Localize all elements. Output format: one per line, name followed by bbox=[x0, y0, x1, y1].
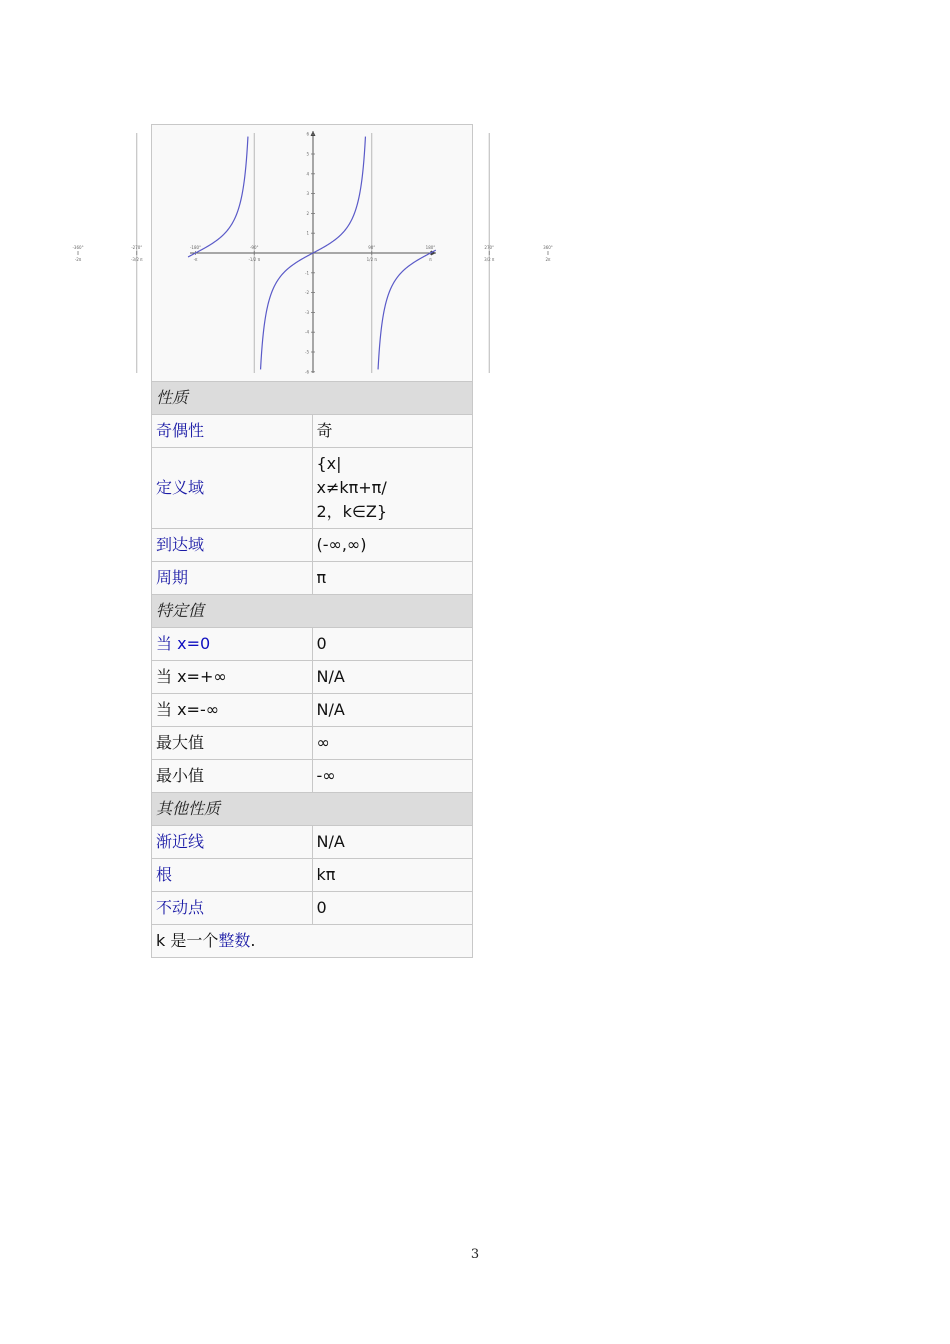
x-tick-label-rad: π bbox=[429, 257, 432, 262]
y-tick-label: -4 bbox=[305, 329, 309, 335]
table-row bbox=[152, 892, 472, 925]
x-tick-label-rad: -1/2 π bbox=[248, 257, 261, 262]
tangent-graph-svg bbox=[72, 125, 553, 381]
root-link[interactable]: 根 bbox=[156, 865, 173, 884]
section-row bbox=[152, 382, 472, 415]
x-tick-label-deg: 360° bbox=[543, 245, 553, 250]
domain-link[interactable]: 定义域 bbox=[156, 478, 205, 497]
max-value: ∞ bbox=[312, 727, 472, 760]
domain-value-line: {x| bbox=[316, 454, 342, 473]
footnote bbox=[152, 925, 472, 958]
max-label: 最大值 bbox=[152, 727, 312, 760]
table-row bbox=[152, 448, 472, 529]
tangent-graph bbox=[72, 125, 553, 382]
table-row bbox=[152, 760, 472, 793]
x-tick-label-rad: -2π bbox=[74, 257, 82, 262]
period-value: π bbox=[312, 562, 472, 595]
at-zero-value: 0 bbox=[312, 628, 472, 661]
section-row bbox=[152, 793, 472, 826]
footnote-suffix: . bbox=[250, 931, 256, 950]
section-specific-values: 特定值 bbox=[152, 595, 472, 628]
y-tick-label: -1 bbox=[305, 270, 309, 276]
y-axis-arrow bbox=[311, 131, 316, 136]
at-pos-inf-value: N/A bbox=[312, 661, 472, 694]
parity-value: 奇 bbox=[312, 415, 472, 448]
infobox bbox=[72, 124, 553, 958]
x-tick-label-deg: -90° bbox=[249, 245, 259, 250]
period-link[interactable]: 周期 bbox=[156, 568, 189, 587]
section-row bbox=[152, 595, 472, 628]
domain-value bbox=[312, 448, 472, 529]
domain-value-line: 2，k∈Z} bbox=[316, 502, 388, 521]
section-other-properties: 其他性质 bbox=[152, 793, 472, 826]
y-tick-label: 6 bbox=[306, 131, 309, 137]
min-label: 最小值 bbox=[152, 760, 312, 793]
y-tick-label: -2 bbox=[305, 290, 309, 296]
root-value: kπ bbox=[312, 859, 472, 892]
footnote-prefix: k 是一个 bbox=[156, 931, 219, 950]
x-tick-label-deg: 180° bbox=[425, 245, 436, 250]
table-row bbox=[152, 661, 472, 694]
domain-value-line: x≠kπ+π/ bbox=[316, 478, 387, 497]
y-tick-label: 1 bbox=[306, 230, 309, 236]
tangent-curve bbox=[188, 137, 248, 257]
at-zero-prefix[interactable]: 当 bbox=[156, 634, 178, 653]
table-row bbox=[152, 859, 472, 892]
x-tick-label-rad: -3/2 π bbox=[130, 257, 143, 262]
parity-link[interactable]: 奇偶性 bbox=[156, 421, 205, 440]
codomain-link[interactable]: 到达域 bbox=[156, 535, 205, 554]
table-row bbox=[152, 628, 472, 661]
table-row bbox=[152, 529, 472, 562]
y-tick-label: 5 bbox=[306, 151, 309, 157]
x-tick-label-rad: -π bbox=[193, 257, 198, 262]
properties-table bbox=[152, 382, 472, 957]
x-tick-label-rad: 3/2 π bbox=[484, 257, 495, 262]
integer-link[interactable]: 整数 bbox=[218, 931, 251, 950]
table-row bbox=[152, 826, 472, 859]
x-tick-label-deg: -180° bbox=[189, 245, 202, 250]
codomain-value: (-∞,∞) bbox=[312, 529, 472, 562]
at-pos-inf-label: 当 x=+∞ bbox=[152, 661, 312, 694]
tangent-curve bbox=[378, 250, 436, 369]
x-tick-label-deg: -360° bbox=[72, 245, 84, 250]
y-tick-label: 4 bbox=[306, 171, 309, 177]
y-tick-label: 3 bbox=[306, 191, 309, 197]
table-row bbox=[152, 694, 472, 727]
section-properties: 性质 bbox=[152, 382, 472, 415]
at-neg-inf-value: N/A bbox=[312, 694, 472, 727]
fixed-point-link[interactable]: 不动点 bbox=[156, 898, 205, 917]
at-neg-inf-label: 当 x=-∞ bbox=[152, 694, 312, 727]
asymptote-link[interactable]: 渐近线 bbox=[156, 832, 205, 851]
x-tick-label-deg: 90° bbox=[368, 245, 376, 250]
min-value: -∞ bbox=[312, 760, 472, 793]
y-tick-label: -6 bbox=[305, 369, 309, 375]
y-tick-label: -3 bbox=[305, 309, 309, 315]
y-tick-label: 2 bbox=[306, 210, 309, 216]
table-row bbox=[152, 727, 472, 760]
x-tick-label-rad: 2π bbox=[545, 257, 551, 262]
x-tick-label-deg: 270° bbox=[484, 245, 495, 250]
table-row bbox=[152, 562, 472, 595]
table-row bbox=[152, 415, 472, 448]
x-tick-label-rad: 1/2 π bbox=[366, 257, 377, 262]
at-zero-link[interactable]: x=0 bbox=[177, 634, 211, 653]
page-number: 3 bbox=[470, 1247, 480, 1262]
table-row bbox=[152, 925, 472, 958]
fixed-point-value: 0 bbox=[312, 892, 472, 925]
x-tick-label-deg: -270° bbox=[131, 245, 143, 250]
asymptote-value: N/A bbox=[312, 826, 472, 859]
y-tick-label: -5 bbox=[305, 349, 309, 355]
